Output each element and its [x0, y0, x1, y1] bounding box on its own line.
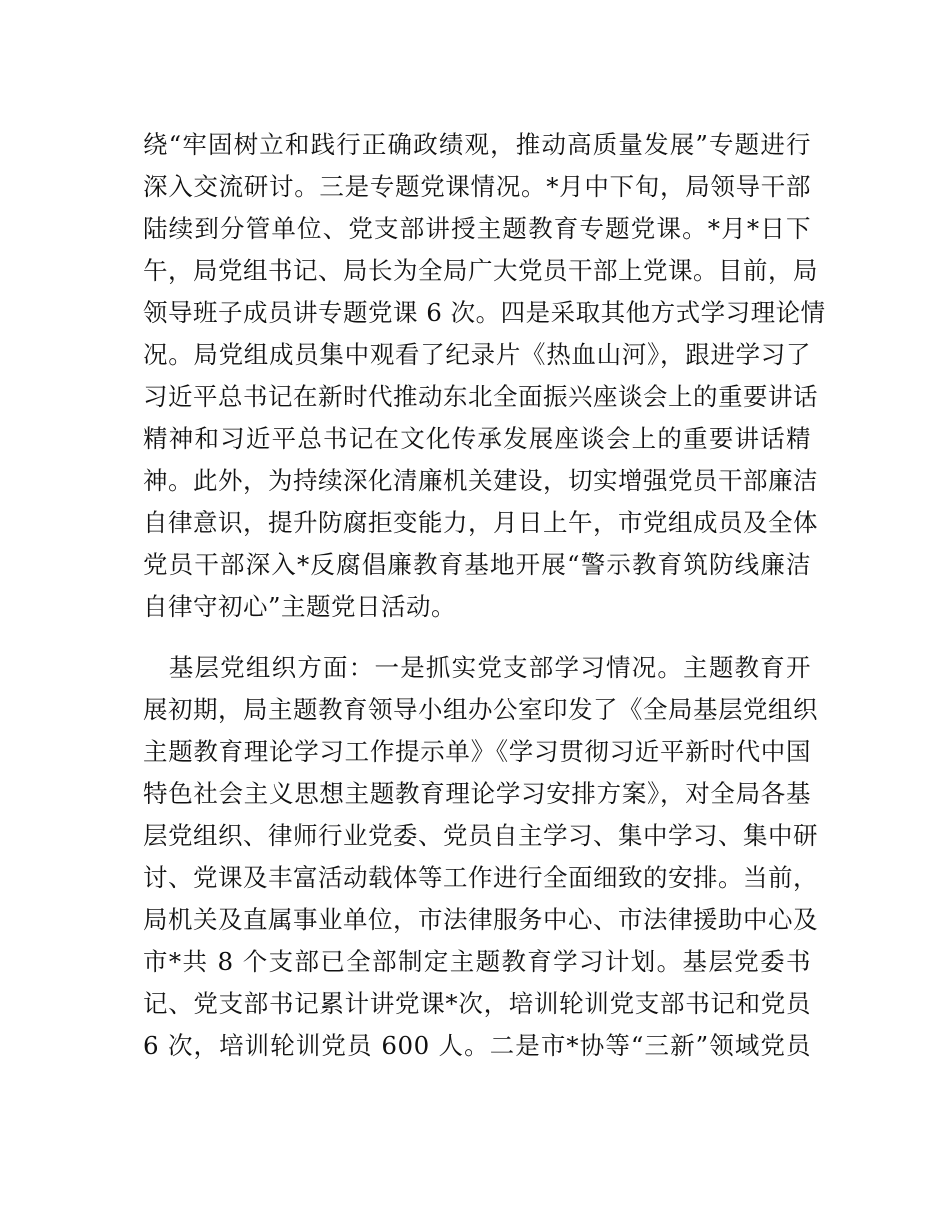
text-line: 习近平总书记在新时代推动东北全面振兴座谈会上的重要讲话	[143, 382, 818, 411]
text-line: 深入交流研讨。三是专题党课情况。*月中下旬，局领导干部	[143, 172, 811, 201]
text-line: 6 次，培训轮训党员 600 人。二是市*协等“三新”领域党员	[143, 1031, 811, 1060]
text-line: 展初期，局主题教育领导小组办公室印发了《全局基层党组织	[143, 695, 818, 724]
text-line: 精神和习近平总书记在文化传承发展座谈会上的重要讲话精	[143, 424, 811, 453]
text-line: 层党组织、律师行业党委、党员自主学习、集中学习、集中研	[143, 821, 818, 850]
paragraph-1	[143, 124, 826, 628]
text-line: 局机关及直属事业单位，市法律服务中心、市法律援助中心及	[143, 905, 818, 934]
text-line: 自律守初心”主题党日活动。	[143, 592, 457, 621]
text-line: 讨、党课及丰富活动载体等工作进行全面细致的安排。当前，	[143, 863, 818, 892]
text-line: 陆续到分管单位、党支部讲授主题教育专题党课。*月*日下	[143, 214, 811, 243]
text-line: 神。此外，为持续深化清廉机关建设，切实增强党员干部廉洁	[143, 466, 818, 495]
paragraph-2	[143, 647, 818, 1067]
text-line: 领导班子成员讲专题党课 6 次。四是采取其他方式学习理论情	[143, 298, 826, 327]
text-line: 午，局党组书记、局长为全局广大党员干部上党课。目前，局	[143, 256, 818, 285]
text-line: 党员干部深入*反腐倡廉教育基地开展“警示教育筑防线廉洁	[143, 550, 811, 579]
text-line: 自律意识，提升防腐拒变能力，月日上午，市党组成员及全体	[143, 508, 818, 537]
text-line: 主题教育理论学习工作提示单》《学习贯彻习近平新时代中国	[143, 737, 811, 766]
text-line: 绕“牢固树立和践行正确政绩观，推动高质量发展”专题进行	[143, 130, 811, 159]
text-line: 记、党支部书记累计讲党课*次，培训轮训党支部书记和党员	[143, 989, 811, 1018]
text-line: 况。局党组成员集中观看了纪录片《热血山河》，跟进学习了	[143, 340, 811, 369]
text-line: 特色社会主义思想主题教育理论学习安排方案》，对全局各基	[143, 779, 811, 808]
text-line: 基层党组织方面：一是抓实党支部学习情况。主题教育开	[143, 653, 811, 682]
text-line: 市*共 8 个支部已全部制定主题教育学习计划。基层党委书	[143, 947, 811, 976]
